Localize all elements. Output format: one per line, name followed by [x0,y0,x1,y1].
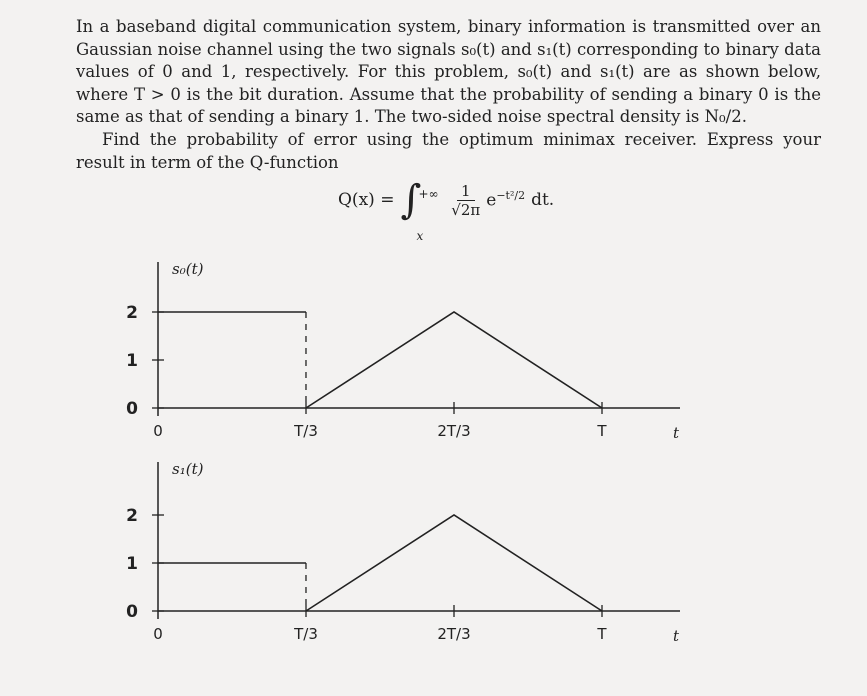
fraction-denominator: √2π [451,200,481,219]
x-tick-label: T [597,422,607,440]
x-tick-label: 0 [153,422,163,440]
x-tick-label: T/3 [294,422,318,440]
formula-dt: dt. [531,190,555,210]
signal-triangle [306,515,602,611]
y-tick-label: 0 [126,602,138,622]
x-tick-label: 0 [153,625,163,643]
y-tick-label: 0 [126,399,138,419]
integral-upper-limit: +∞ [418,187,439,201]
signal-title: s₁(t) [172,460,204,478]
x-axis-label: t [672,627,680,645]
integral-lower-limit: x [416,229,424,243]
fraction-numerator: 1 [457,182,475,201]
y-tick-label: 2 [126,506,138,526]
exp-base: e [486,190,497,211]
x-axis-label: t [672,424,680,442]
formula-lhs: Q(x) = [338,190,395,210]
problem-paragraph-1: In a baseband digital communication system, binary information is transmitted over an Gaussian noise channel using the two signals s₀(t) and s₁(t) corresponding to binary data values of 0 and 1, respectively. For this problem, s₀(t) and s₁(t) are as shown below, where T > 0 is the bit duration. Assume that the probability of sending a binary 0 is the same as that of sending a binary 1. The two-sided noise spectral density is N₀/2. [76,17,821,126]
signal-triangle [306,312,602,408]
signal-title: s₀(t) [172,260,204,278]
x-tick-label: 2T/3 [437,625,471,643]
x-tick-label: T/3 [294,625,318,643]
integral-sign: ∫ +∞ x [400,180,421,220]
problem-paragraph-2-text: Find the probability of error using the optimum minimax receiver. Express your result in term of the Q-function [76,130,821,172]
x-tick-label: T [597,625,607,643]
y-tick-label: 1 [126,351,138,371]
y-tick-label: 1 [126,554,138,574]
exp-power: −t²/2 [496,189,526,203]
y-tick-label: 2 [126,303,138,323]
x-tick-label: 2T/3 [437,422,471,440]
